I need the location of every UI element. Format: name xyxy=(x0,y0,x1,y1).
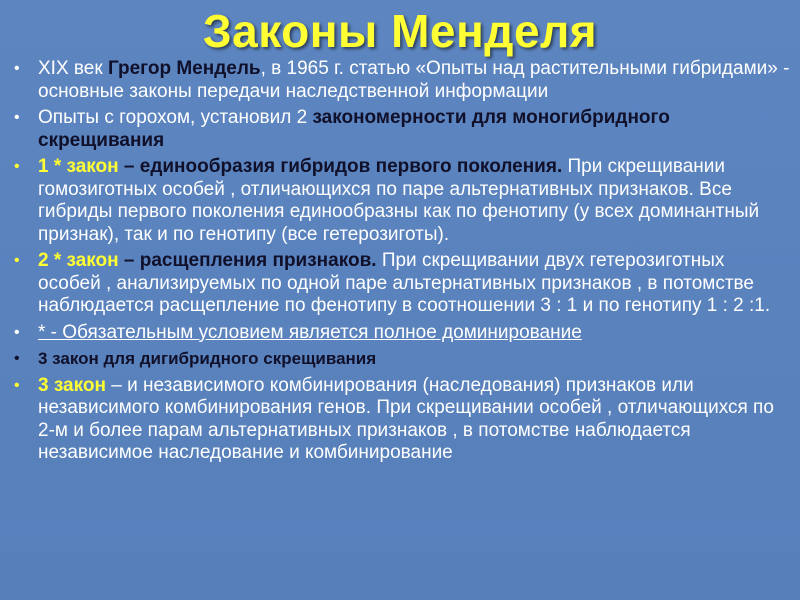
law-name: – единообразия гибридов первого поколения. xyxy=(118,156,563,177)
bullet-icon: • xyxy=(14,109,20,126)
list-item-dihybrid xyxy=(12,348,792,371)
text-segment: , в 1965 г. статью «Опыты над растительными гибридами» - основные законы передачи наследственной информации xyxy=(38,58,790,102)
text-segment: XIX век xyxy=(38,58,108,79)
list-item-law-3 xyxy=(12,375,792,465)
bullet-icon: • xyxy=(14,158,20,175)
list-item-law-1 xyxy=(12,156,792,246)
text-segment-name: Грегор Мендель xyxy=(107,58,261,79)
law-description: – и независимого комбинирования (наследования) признаков или независимого комбинирования генов. При скрещивании особей , отличающихся по 2-м и более парам альтернативных признаков , в потомстве наблюдается независимое наследование и комбинирование xyxy=(38,374,774,463)
law-description: При скрещивании двух гетерозиготных особей , анализируемых по одной паре альтернативных признаков , в потомстве наблюдается расщепление по фенотипу в соотношении 3 : 1 и по генотипу 1 : 2 :1. xyxy=(38,250,771,316)
list-item-peas xyxy=(12,107,792,152)
text-segment: Опыты с горохом, установил 2 xyxy=(38,107,313,128)
bullet-icon: • xyxy=(14,323,20,341)
law-label: 3 закон xyxy=(38,374,106,396)
text-segment-bold: закономерности для моногибридного скрещивания xyxy=(38,107,670,151)
law-description: При скрещивании гомозиготных особей , отличающихся по паре альтернативных признаков. Все гибриды первого поколения единообразны как по фенотипу (у всех доминантный признак), так и по генотипу (все гетерозиготы). xyxy=(38,156,760,245)
bullet-icon: • xyxy=(14,252,20,269)
bullet-icon: • xyxy=(14,60,20,77)
law-name: – расщепления признаков. xyxy=(118,250,377,271)
slide-title: Законы Менделя xyxy=(202,5,598,57)
bullet-icon: • xyxy=(14,350,20,367)
bullet-icon: • xyxy=(14,376,20,394)
list-item-law-2 xyxy=(12,250,792,318)
law-label: 1 * закон xyxy=(38,156,119,177)
bullet-list xyxy=(12,58,792,469)
law-label: 2 * закон xyxy=(38,250,119,271)
note-text: * - Обязательным условием является полное доминирование xyxy=(38,321,582,343)
list-item-history xyxy=(12,58,792,103)
list-item-note xyxy=(12,322,792,345)
dihybrid-heading: 3 закон для дигибридного скрещивания xyxy=(38,349,377,368)
